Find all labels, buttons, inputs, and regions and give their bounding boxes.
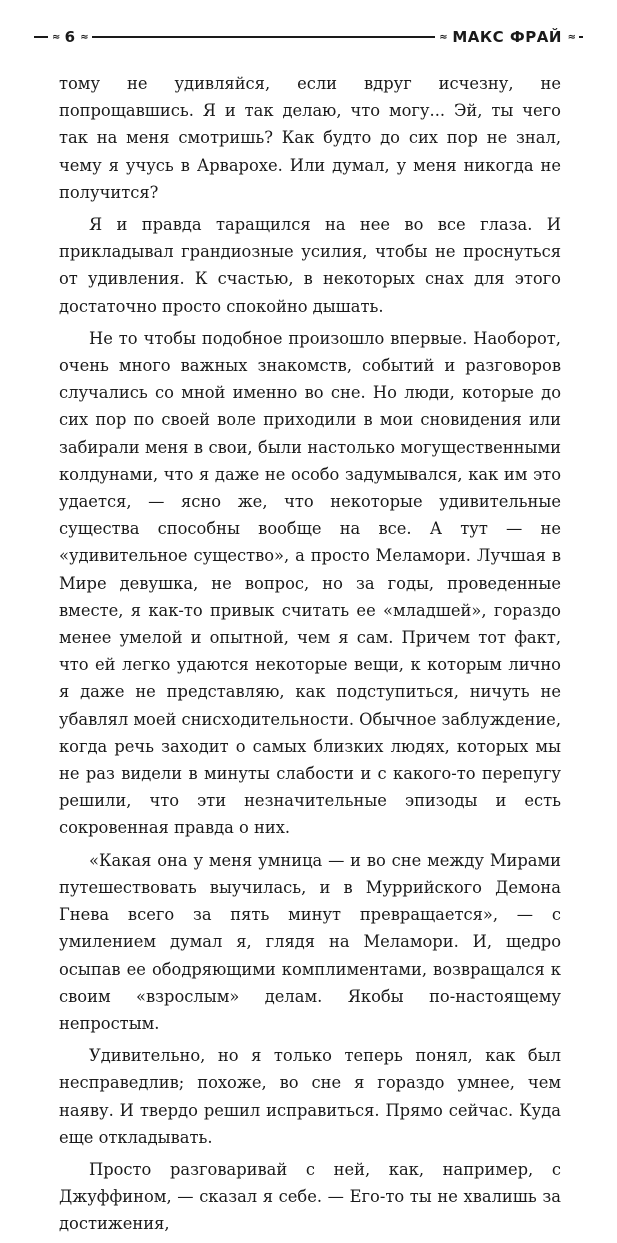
page-number-box bbox=[48, 26, 92, 49]
paragraph: Не то чтобы подобное произошло впервые. Наоборот, очень много важных знакомств, событий и разговоров случались со мной именно во сне. Но люди, которые до сих пор по своей воле приходили в мои сновидения или забирали меня в свои, были настолько могущественными колдунами, что я даже не особо задумывался, как им это удается, — ясно же, что некоторые удивительные существа способны вообще на все. А тут — не «удивительное существо», а просто Меламори. Лучшая в Мире девушка, не вопрос, но за годы, проведенные вместе, я как-то привык считать ее «младшей», гораздо менее умелой и опытной, чем я сам. Причем тот факт, что ей легко удаются некоторые вещи, к которым лично я даже не представляю, как подступиться, ничуть не убавлял моей снисходительности. Обычное заблуждение, когда речь заходит о самых близких людях, которых мы не раз видели в минуты слабости и с какого-то перепугу решили, что эти незначительные эпизоды и есть сокровенная правда о них. bbox=[59, 328, 561, 838]
page-number: 6 bbox=[64, 28, 76, 46]
running-header bbox=[34, 26, 583, 48]
ornament-left: ≈ bbox=[439, 32, 447, 43]
paragraph: Удивительно, но я только теперь понял, как был несправедлив; похоже, во сне я гораздо умнее, чем наяву. И твердо решил исправиться. Прямо сейчас. Куда еще откладывать. bbox=[59, 1046, 561, 1147]
paragraph: Просто разговаривай с ней, как, например, с Джуффином, — сказал я себе. — Его-то ты не хвалишь за достижения, bbox=[59, 1159, 561, 1234]
paragraph: «Какая она у меня умница — и во сне между Мирами путешествовать выучилась, и в Муррийского Демона Гнева всего за пять минут превращается», — с умилением думал я, глядя на Меламори. И, щедро осыпав ее ободряющими комплиментами, возвращался к своим «взрослым» делам. Якобы по-настоящему непростым. bbox=[59, 850, 561, 1033]
ornament-left: ≈ bbox=[52, 32, 60, 43]
author-name: МАКС ФРАЙ bbox=[452, 28, 562, 46]
ornament-right: ≈ bbox=[567, 32, 575, 43]
ornament-right: ≈ bbox=[80, 32, 88, 43]
body-text bbox=[59, 70, 561, 1243]
paragraph: тому не удивляйся, если вдруг исчезну, не попрощавшись. Я и так делаю, что могу... Эй, ты чего так на меня смотришь? Как будто до сих пор не знал, чему я учусь в Арварохе. Или думал, у меня никогда не получится? bbox=[59, 74, 561, 202]
paragraph: Я и правда таращился на нее во все глаза. И прикладывал грандиозные усилия, чтобы не проснуться от удивления. К счастью, в некоторых снах для этого достаточно просто спокойно дышать. bbox=[59, 215, 561, 316]
author-box bbox=[435, 26, 579, 49]
